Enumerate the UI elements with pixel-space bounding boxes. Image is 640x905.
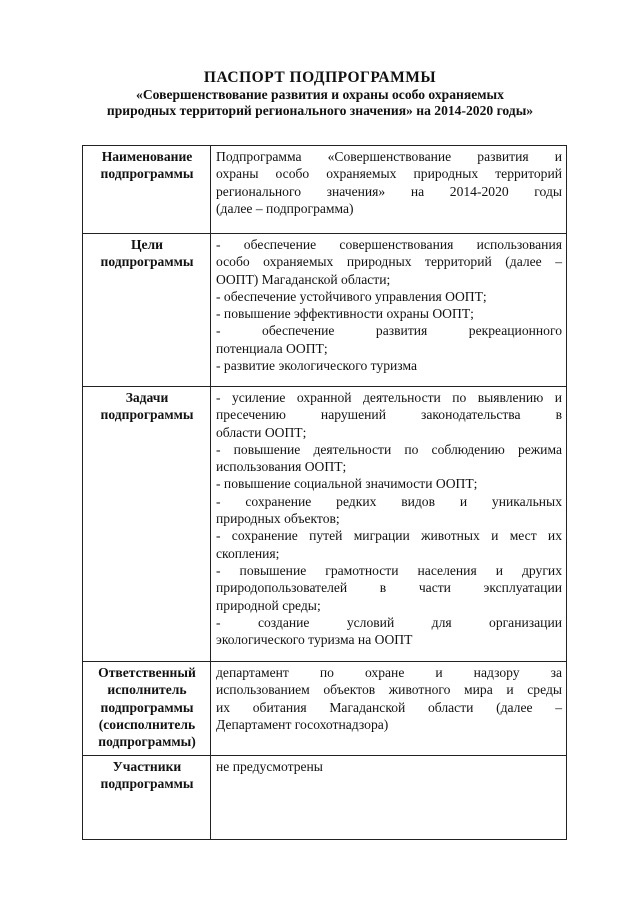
row-value-tasks	[211, 387, 567, 662]
passport-table	[82, 145, 567, 840]
value-line: природной среды;	[216, 597, 321, 613]
value-line: - повышение эффективности охраны ООПТ;	[216, 306, 474, 322]
value-line: департамент по охране и надзору за	[216, 665, 562, 680]
label-line: Ответственный	[98, 665, 196, 680]
value-line: охраны особо охраняемых природных территорий	[216, 166, 562, 182]
label-line: подпрограммы	[100, 776, 194, 792]
value-line: - обеспечение совершенствования использования	[216, 237, 562, 252]
value-line: (далее – подпрограмма)	[216, 200, 354, 216]
row-value-name	[211, 146, 567, 234]
value-line: - сохранение редких видов и уникальных	[216, 493, 562, 509]
value-line: Департамент госохотнадзора)	[216, 716, 389, 732]
value-line: ООПТ) Магаданской области;	[216, 271, 391, 287]
value-line: регионального значения» на 2014-2020 годы	[216, 183, 562, 199]
document-subtitle-line-1: «Совершенствование развития и охраны особо охраняемых	[136, 87, 504, 102]
row-label-tasks	[83, 387, 211, 662]
value-line: - обеспечение устойчивого управления ООПТ;	[216, 288, 487, 304]
value-line: природопользователей в части эксплуатации	[216, 580, 562, 596]
row-label-name	[83, 146, 211, 234]
value-line: экологического туризма на ООПТ	[216, 632, 413, 648]
table-row-participants	[83, 756, 567, 840]
label-line: подпрограммы	[100, 254, 194, 270]
document-title: ПАСПОРТ ПОДПРОГРАММЫ	[203, 69, 437, 86]
value-line: области ООПТ;	[216, 424, 307, 440]
row-value-responsible	[211, 662, 567, 756]
table-row-name	[83, 146, 567, 234]
label-line: Цели	[130, 237, 164, 252]
document-header	[60, 68, 580, 119]
value-line: - сохранение путей миграции животных и мест их	[216, 528, 562, 544]
value-line: пресечению нарушений законодательства в	[216, 407, 562, 423]
label-line: подпрограммы	[100, 699, 194, 715]
label-line: подпрограммы	[100, 407, 194, 423]
value-line: - повышение деятельности по соблюдению режима	[216, 441, 562, 457]
value-line: - развитие экологического туризма	[216, 358, 417, 374]
label-line: подпрограммы	[100, 166, 194, 182]
table-row-tasks	[83, 387, 567, 662]
row-label-participants	[83, 756, 211, 840]
value-line: использования ООПТ;	[216, 459, 347, 475]
value-line: использованием объектов животного мира и среды	[216, 682, 562, 698]
label-line: Участники	[112, 759, 182, 774]
value-line: - усиление охранной деятельности по выявлению и	[216, 390, 562, 405]
row-label-responsible	[83, 662, 211, 756]
value-line: - повышение грамотности населения и других	[216, 562, 562, 578]
value-line: - создание условий для организации	[216, 614, 562, 630]
value-line: потенциала ООПТ;	[216, 340, 328, 356]
document-subtitle-line-2: природных территорий регионального значения» на 2014-2020 годы»	[106, 103, 534, 118]
value-line: не предусмотрены	[216, 759, 323, 774]
table-row-goals	[83, 234, 567, 387]
value-line: их обитания Магаданской области (далее –	[216, 699, 562, 715]
row-label-goals	[83, 234, 211, 387]
label-line: (соисполнитель	[98, 716, 196, 732]
row-value-participants	[211, 756, 567, 840]
label-line: Наименование	[101, 149, 193, 164]
row-value-goals	[211, 234, 567, 387]
table-row-responsible	[83, 662, 567, 756]
value-line: - обеспечение развития рекреационного	[216, 323, 562, 339]
value-line: скопления;	[216, 545, 280, 561]
value-line: Подпрограмма «Совершенствование развития и	[216, 149, 562, 164]
value-line: природных объектов;	[216, 511, 340, 527]
label-line: подпрограммы)	[98, 734, 196, 750]
value-line: особо охраняемых природных территорий (далее –	[216, 254, 562, 270]
label-line: исполнитель	[107, 682, 187, 698]
label-line: Задачи	[125, 390, 169, 405]
value-line: - повышение социальной значимости ООПТ;	[216, 476, 478, 492]
